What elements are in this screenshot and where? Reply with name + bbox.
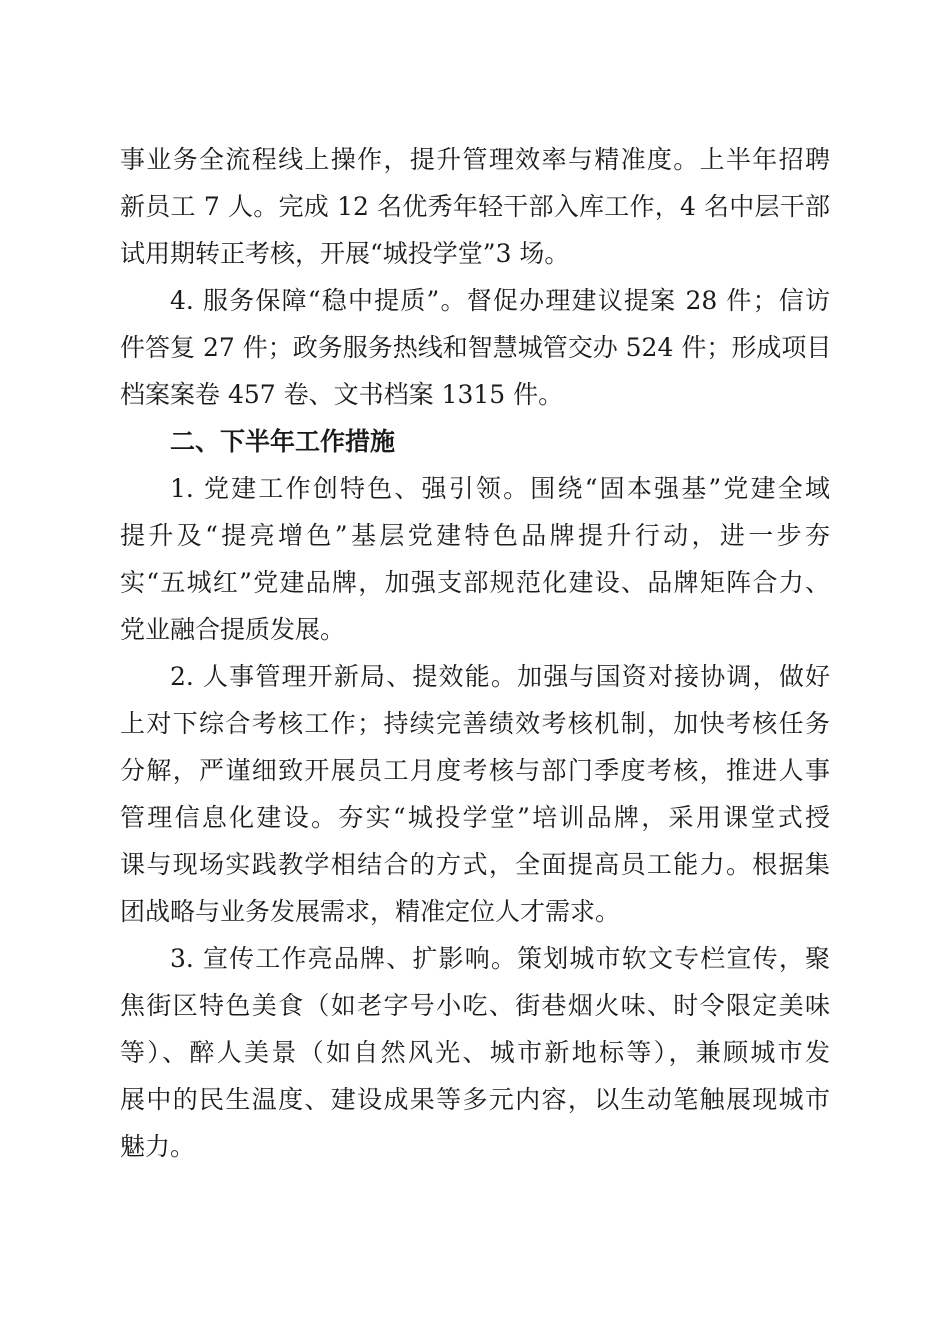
paragraph-line: 2. 人事管理开新局、提效能。加强与国资对接协调，做好 xyxy=(170,662,830,691)
paragraph-service-guarantee xyxy=(120,277,830,418)
paragraph-line: 管理信息化建设。夯实“城投学堂”培训品牌，采用课堂式授 xyxy=(120,803,830,832)
paragraph-line: 件答复 27 件；政务服务热线和智慧城管交办 524 件；形成项目 xyxy=(120,333,832,362)
paragraph-publicity xyxy=(120,935,830,1170)
paragraph-line: 课与现场实践教学相结合的方式，全面提高员工能力。根据集 xyxy=(120,850,830,879)
paragraph-line: 新员工 7 人。完成 12 名优秀年轻干部入库工作，4 名中层干部 xyxy=(120,192,830,221)
section-heading: 二、下半年工作措施 xyxy=(170,427,396,456)
paragraph-line: 等）、醉人美景（如自然风光、城市新地标等），兼顾城市发 xyxy=(120,1038,830,1067)
paragraph-line: 4. 服务保障“稳中提质”。督促办理建议提案 28 件；信访 xyxy=(170,286,830,315)
paragraph-line: 1. 党建工作创特色、强引领。围绕“固本强基”党建全域 xyxy=(170,474,830,503)
paragraph-party-building xyxy=(120,465,830,653)
paragraph-line: 焦街区特色美食（如老字号小吃、街巷烟火味、时令限定美味 xyxy=(120,991,830,1020)
paragraph-line: 试用期转正考核，开展“城投学堂”3 场。 xyxy=(120,239,570,268)
paragraph-line: 上对下综合考核工作；持续完善绩效考核机制，加快考核任务 xyxy=(120,709,830,738)
paragraph-line: 魅力。 xyxy=(120,1132,196,1161)
paragraph-line: 提升及“提亮增色”基层党建特色品牌提升行动，进一步夯 xyxy=(120,521,830,550)
paragraph-line: 事业务全流程线上操作，提升管理效率与精准度。上半年招聘 xyxy=(120,145,830,174)
paragraph-line: 党业融合提质发展。 xyxy=(120,615,346,644)
paragraph-continued xyxy=(120,136,830,277)
paragraph-line: 档案案卷 457 卷、文书档案 1315 件。 xyxy=(120,380,564,409)
paragraph-line: 分解，严谨细致开展员工月度考核与部门季度考核，推进人事 xyxy=(120,756,830,785)
paragraph-line: 展中的民生温度、建设成果等多元内容，以生动笔触展现城市 xyxy=(120,1085,830,1114)
paragraph-line: 3. 宣传工作亮品牌、扩影响。策划城市软文专栏宣传，聚 xyxy=(170,944,830,973)
paragraph-line: 实“五城红”党建品牌，加强支部规范化建设、品牌矩阵合力、 xyxy=(120,568,830,597)
paragraph-personnel xyxy=(120,653,830,935)
paragraph-line: 团战略与业务发展需求，精准定位人才需求。 xyxy=(120,897,621,926)
document-body xyxy=(120,136,830,1170)
